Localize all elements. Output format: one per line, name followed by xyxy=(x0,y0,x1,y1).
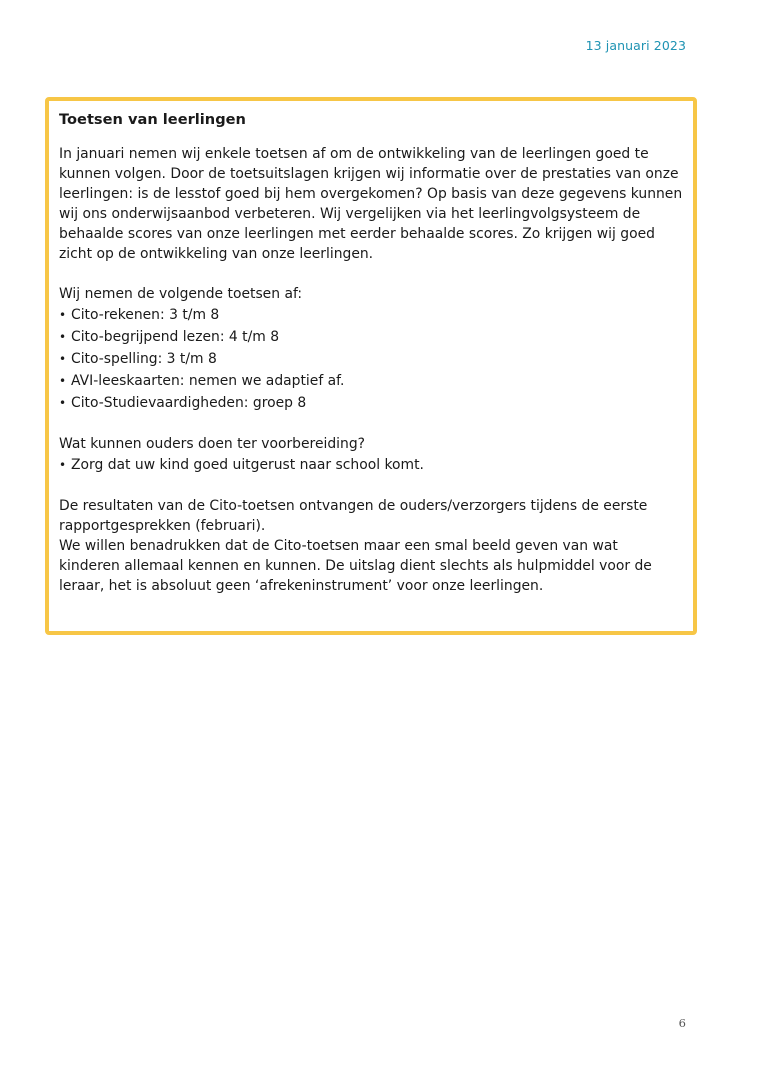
spacer xyxy=(59,476,683,496)
list-item xyxy=(59,370,683,392)
list-item xyxy=(59,326,683,348)
prep-list xyxy=(59,454,683,476)
header-date: 13 januari 2023 xyxy=(585,38,686,53)
list-item xyxy=(59,348,683,370)
list-item xyxy=(59,454,683,476)
list-item-text: Cito-spelling: 3 t/m 8 xyxy=(71,351,217,367)
bullet-dot-icon: • xyxy=(59,396,67,410)
bullet-dot-icon: • xyxy=(59,352,67,366)
bullet-dot-icon: • xyxy=(59,308,67,322)
prep-heading: Wat kunnen ouders doen ter voorbereiding? xyxy=(59,436,366,452)
list-item-text: Cito-rekenen: 3 t/m 8 xyxy=(71,307,220,323)
intro-paragraph: In januari nemen wij enkele toetsen af om de ontwikkeling van de leerlingen goed te kunnen volgen. Door de toetsuitslagen krijgen wij informatie over de prestaties van onze leerlingen: is de lesstof goed bij hem overgekomen? Op basis van deze gegevens kunnen wij ons onderwijsaanbod verbeteren. Wij vergelijken via het leerlingvolgsysteem de behaalde scores van onze leerlingen met eerder behaalde scores. Zo krijgen wij goed zicht op de ontwikkeling van onze leerlingen. xyxy=(59,146,683,262)
info-card xyxy=(45,97,697,635)
spacer xyxy=(59,414,683,434)
list-item-text: Cito-begrijpend lezen: 4 t/m 8 xyxy=(71,329,280,345)
card-title: Toetsen van leerlingen xyxy=(59,111,246,128)
bullet-dot-icon: • xyxy=(59,330,67,344)
spacer xyxy=(59,264,683,284)
list-item-text: AVI-leeskaarten: nemen we adaptief af. xyxy=(71,373,345,389)
tests-heading: Wij nemen de volgende toetsen af: xyxy=(59,286,303,302)
page-number: 6 xyxy=(678,1016,686,1030)
bullet-dot-icon: • xyxy=(59,374,67,388)
list-item xyxy=(59,392,683,414)
list-item-text: Cito-Studievaardigheden: groep 8 xyxy=(71,395,307,411)
list-item-text: Zorg dat uw kind goed uitgerust naar school komt. xyxy=(71,457,424,473)
list-item xyxy=(59,304,683,326)
results-paragraph: De resultaten van de Cito-toetsen ontvangen de ouders/verzorgers tijdens de eerste rapportgesprekken (februari). xyxy=(59,498,648,534)
tests-list xyxy=(59,304,683,414)
closing-paragraph: We willen benadrukken dat de Cito-toetsen maar een smal beeld geven van wat kinderen allemaal kennen en kunnen. De uitslag dient slechts als hulpmiddel voor de leraar, het is absoluut geen ‘afrekeninstrument’ voor onze leerlingen. xyxy=(59,538,652,594)
bullet-dot-icon: • xyxy=(59,458,67,472)
